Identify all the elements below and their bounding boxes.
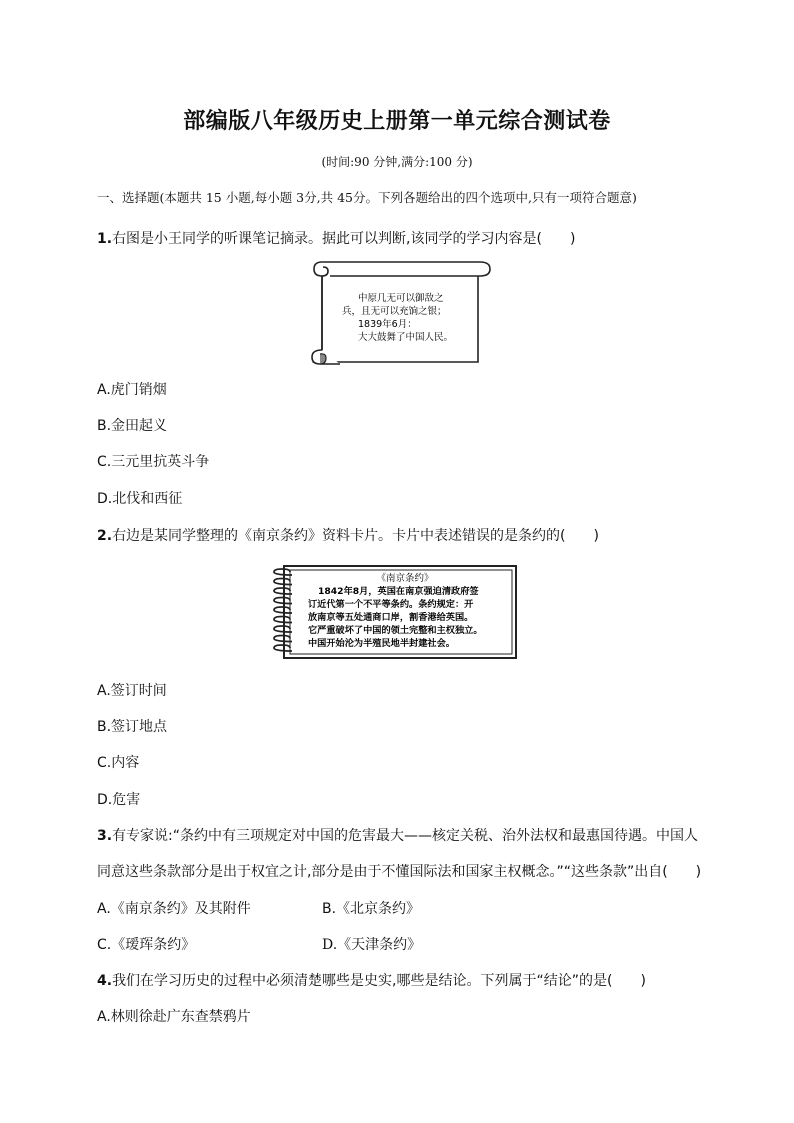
page-title: 部编版八年级历史上册第一单元综合测试卷 [183,109,611,134]
scroll-illustration [300,258,500,368]
question-text: 我们在学习历史的过程中必须清楚哪些是史实,哪些是结论。下列属于“结论”的是( ) [112,973,646,989]
option-d[interactable]: D.北伐和西征 [97,491,183,507]
option-c[interactable]: C.三元里抗英斗争 [97,454,210,470]
option-b[interactable]: B.签订地点 [97,719,168,735]
question-1 [97,228,575,248]
option-a[interactable]: A.林则徐赴广东查禁鸦片 [97,1009,251,1025]
question-3-continued: 同意这些条款部分是出于权宜之计,部分是由于不懂国际法和国家主权概念。”“这些条款”出自( ) [97,864,702,880]
question-4 [97,970,646,990]
question-text: 右边是某同学整理的《南京条约》资料卡片。卡片中表述错误的是条约的( ) [112,528,599,544]
question-number: 2. [97,528,113,544]
question-number: 3. [97,828,113,844]
question-3 [97,825,698,845]
scroll-text-line-1: 中原几无可以御敌之 [358,293,444,304]
question-text: 右图是小王同学的听课笔记摘录。据此可以判断,该同学的学习内容是( ) [112,231,576,247]
option-c[interactable]: C.《瑷珲条约》 [97,937,196,953]
card-title: 《南京条约》 [376,573,434,584]
option-a[interactable]: A.签订时间 [97,683,167,699]
notebook-card-illustration [270,562,520,662]
card-line-5: 中国开始沦为半殖民地半封建社会。 [308,638,455,649]
scroll-text-line-2: 兵，且无可以充饷之银； [342,306,447,317]
option-b[interactable]: B.《北京条约》 [322,901,421,917]
question-2 [97,525,599,545]
page-subtitle: (时间:90 分钟,满分:100 分) [321,155,473,169]
option-b[interactable]: B.金田起义 [97,418,168,434]
option-d[interactable]: D.《天津条约》 [322,937,422,953]
card-line-4: 它严重破坏了中国的领土完整和主权独立。 [308,625,483,636]
card-line-2: 订近代第一个不平等条约。条约规定：开 [308,599,474,610]
card-line-1: 1842年8月，英国在南京强迫清政府签 [318,586,479,597]
question-number: 4. [97,973,113,989]
section-heading: 一、选择题(本题共 15 小题,每小题 3分,共 45分。下列各题给出的四个选项中,只有一项符合题意) [97,190,637,205]
option-a[interactable]: A.《南京条约》及其附件 [97,901,251,917]
option-a[interactable]: A.虎门销烟 [97,382,167,398]
card-line-3: 放南京等五处通商口岸，割香港给英国。 [308,612,474,623]
scroll-text-line-4: 大大鼓舞了中国人民。 [358,332,454,343]
question-number: 1. [97,231,113,247]
option-d[interactable]: D.危害 [97,792,141,808]
scroll-text-line-3: 1839年6月： [358,319,417,330]
option-c[interactable]: C.内容 [97,755,140,771]
question-text-line-1: 有专家说:“条约中有三项规定对中国的危害最大——核定关税、治外法权和最惠国待遇。中国人 [112,828,699,844]
